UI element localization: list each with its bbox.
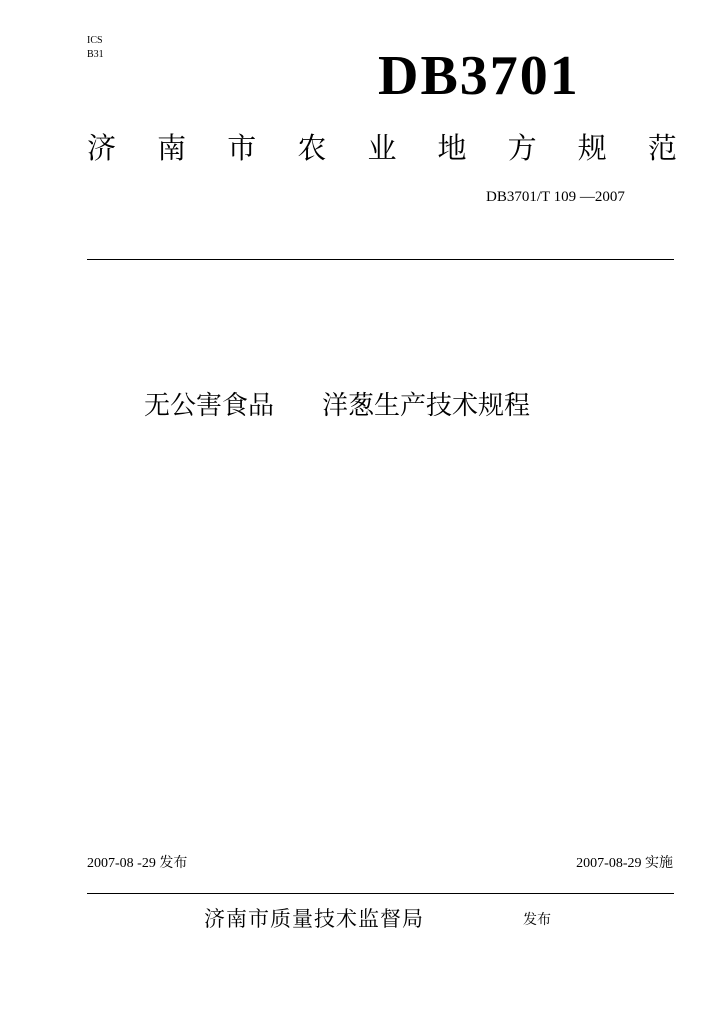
standard-type-char: 农 (297, 131, 327, 165)
standard-type-char: 地 (437, 131, 467, 165)
issuer-suffix: 发布 (523, 912, 551, 928)
standard-type-char: 南 (157, 131, 187, 165)
standard-type-char: 范 (647, 131, 677, 165)
title-category: 无公害食品 (144, 391, 275, 421)
standard-type-char: 市 (227, 131, 257, 165)
standard-type-title (87, 128, 677, 168)
ics-label: ICS (87, 35, 103, 46)
publish-date: 2007-08 -29 发布 (87, 856, 188, 871)
title-subject: 洋葱生产技术规程 (322, 391, 531, 421)
standard-code: DB3701 (378, 45, 580, 107)
standard-number: DB3701/T 109 —2007 (486, 189, 625, 205)
standard-type-char: 方 (507, 131, 537, 165)
standard-type-char: 业 (367, 131, 397, 165)
standard-type-char: 济 (87, 131, 117, 165)
issuer-name: 济南市质量技术监督局 (204, 907, 424, 931)
standard-type-char: 规 (577, 131, 607, 165)
top-divider (87, 259, 674, 260)
classification-code: B31 (87, 49, 104, 60)
bottom-divider (87, 893, 674, 894)
implement-date: 2007-08-29 实施 (576, 856, 673, 871)
document-title (144, 386, 530, 426)
